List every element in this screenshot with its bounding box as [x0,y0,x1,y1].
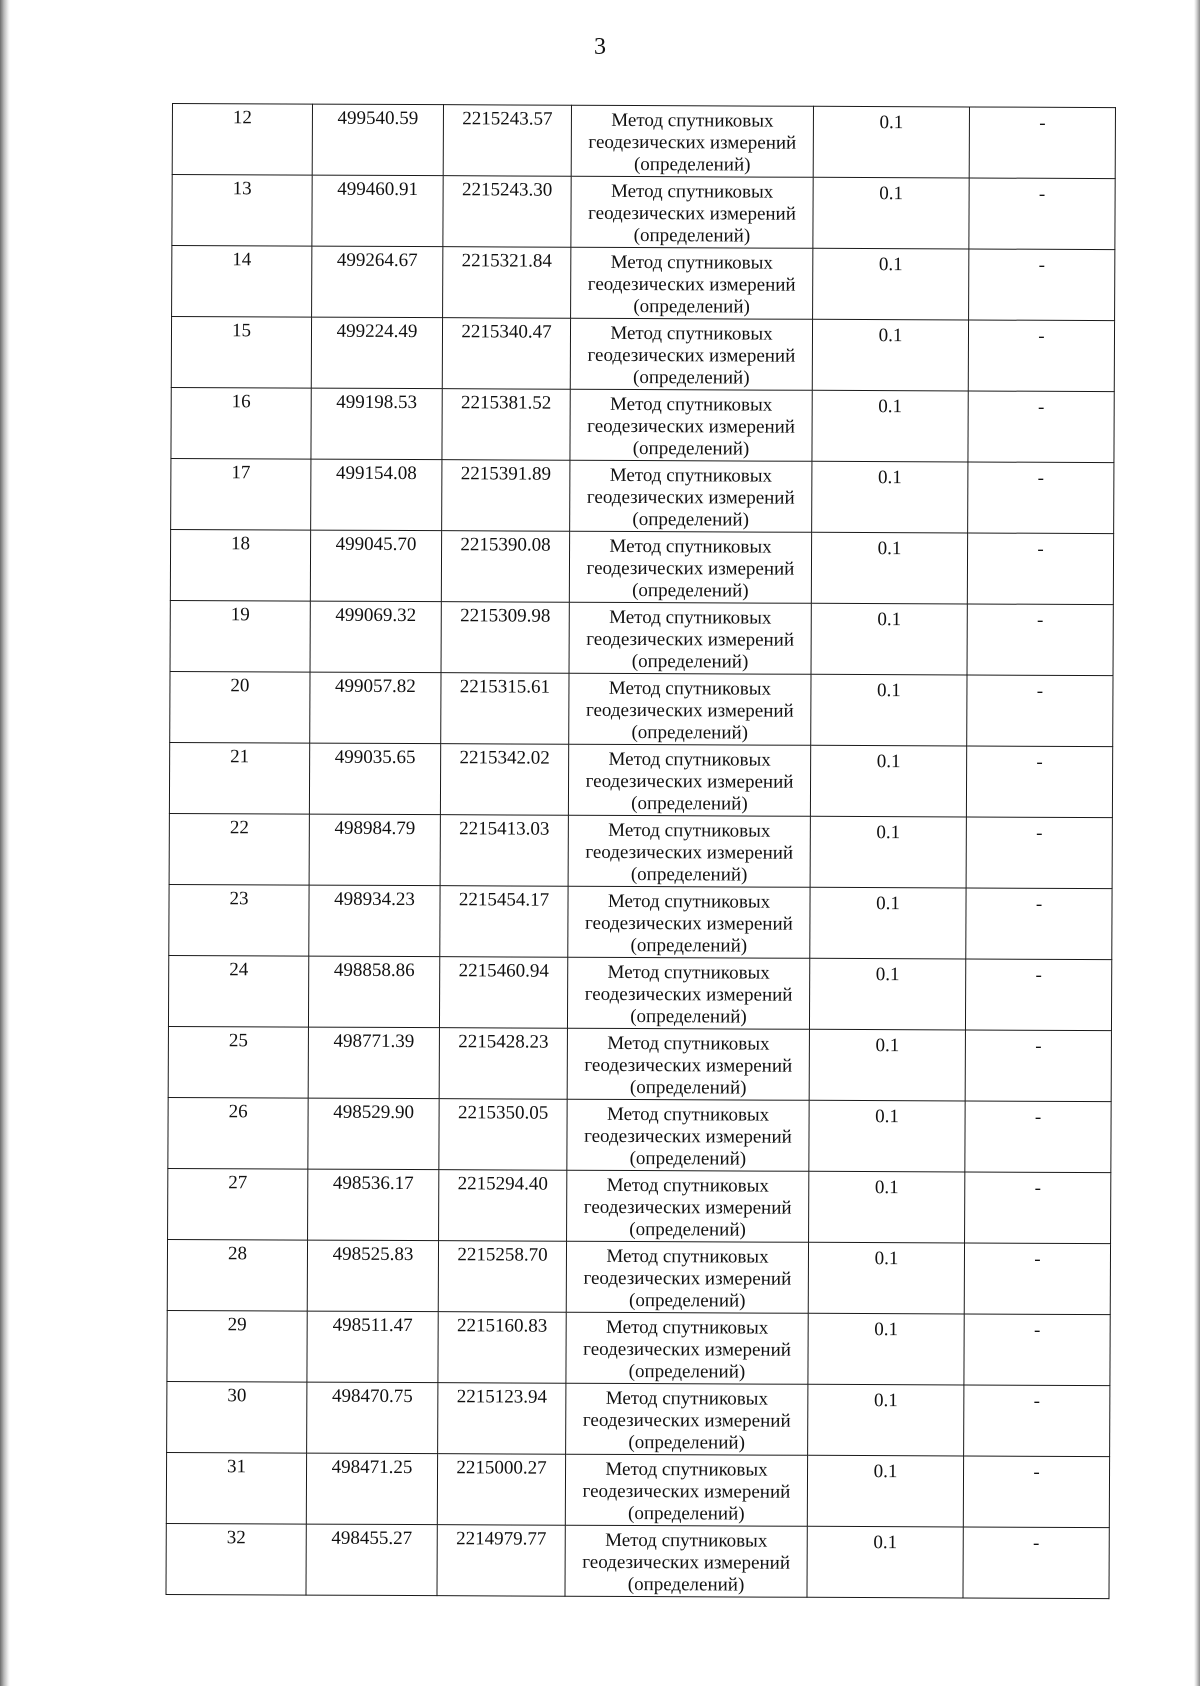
note-cell: - [969,249,1115,321]
method-line-2: геодезических измерений [586,557,795,580]
method-line-1: Метод спутниковых [607,1032,770,1055]
note-cell: - [965,959,1111,1031]
method-line-1: Метод спутниковых [609,606,772,629]
note-cell: - [966,817,1112,889]
method-line-1: Метод спутниковых [611,109,774,132]
point-number-cell: 13 [172,175,312,247]
y-coordinate-cell: 2215381.52 [442,389,570,461]
method-line-3: (определений) [632,438,750,460]
method-line-3: (определений) [628,1503,745,1525]
point-number-cell: 25 [168,1026,308,1098]
y-coordinate-cell: 2215460.94 [439,957,567,1029]
accuracy-cell: 0.1 [812,390,968,462]
y-coordinate-cell: 2215123.94 [438,1383,566,1455]
method-line-2: геодезических измерений [586,628,795,651]
note-cell: - [963,1527,1109,1599]
x-coordinate-cell: 499264.67 [312,246,443,318]
table-row [167,1310,1110,1385]
point-number-cell: 17 [171,458,311,530]
method-line-2: геодезических измерений [587,273,796,296]
x-coordinate-cell: 499198.53 [311,388,442,460]
x-coordinate-cell: 498858.86 [308,956,439,1028]
method-line-3: (определений) [629,1148,747,1170]
method-line-1: Метод спутниковых [609,535,772,558]
accuracy-cell: 0.1 [809,1029,965,1101]
accuracy-cell: 0.1 [810,887,966,959]
method-line-2: геодезических измерений [583,1267,792,1290]
y-coordinate-cell: 2215000.27 [437,1454,565,1526]
y-coordinate-cell: 2215243.30 [443,176,571,248]
method-line-1: Метод спутниковых [610,393,773,416]
accuracy-cell: 0.1 [813,248,969,320]
y-coordinate-cell: 2215321.84 [443,247,571,319]
method-line-3: (определений) [628,1432,745,1454]
method-cell [569,602,811,674]
method-line-3: (определений) [629,1219,746,1241]
x-coordinate-cell: 499035.65 [309,743,440,815]
method-line-1: Метод спутниковых [605,1316,769,1339]
note-cell: - [966,746,1112,818]
point-number-cell: 15 [171,317,311,389]
x-coordinate-cell: 499057.82 [310,672,441,744]
accuracy-cell: 0.1 [809,1100,965,1172]
note-cell: - [965,1101,1111,1173]
accuracy-cell: 0.1 [812,461,968,533]
point-number-cell: 27 [168,1168,308,1240]
method-cell [566,1241,808,1313]
point-number-cell: 22 [169,813,309,885]
method-cell [568,744,810,816]
note-cell: - [965,1172,1111,1244]
method-line-3: (определений) [632,580,749,602]
y-coordinate-cell: 2215391.89 [442,460,570,532]
method-cell [571,105,813,177]
method-cell [571,176,813,248]
table-row [168,1026,1111,1101]
method-cell [568,815,810,887]
note-cell: - [969,178,1115,250]
point-number-cell: 23 [169,884,309,956]
point-number-cell: 32 [166,1523,306,1595]
y-coordinate-cell: 2215243.57 [443,105,571,177]
method-line-2: геодезических измерений [587,344,796,367]
method-cell [571,247,813,319]
method-line-1: Метод спутниковых [606,1174,769,1197]
table-row [168,1168,1111,1243]
accuracy-cell: 0.1 [810,816,966,888]
method-line-3: (определений) [631,722,749,744]
accuracy-cell: 0.1 [808,1313,964,1385]
accuracy-cell: 0.1 [807,1455,963,1527]
point-number-cell: 21 [169,742,309,814]
x-coordinate-cell: 499540.59 [312,104,443,176]
y-coordinate-cell: 2214979.77 [437,1525,565,1597]
method-line-3: (определений) [632,509,749,531]
point-number-cell: 28 [167,1239,307,1311]
table-row [170,600,1113,675]
accuracy-cell: 0.1 [811,674,967,746]
method-line-1: Метод спутниковых [606,1103,770,1126]
method-line-3: (определений) [633,296,750,318]
method-cell [565,1525,807,1597]
y-coordinate-cell: 2215342.02 [440,744,568,816]
method-line-1: Метод спутниковых [608,748,771,771]
method-cell [567,1170,809,1242]
method-line-3: (определений) [631,651,749,673]
page-number: 3 [594,34,606,60]
method-line-2: геодезических измерений [585,841,794,864]
method-line-1: Метод спутниковых [607,961,770,984]
point-number-cell: 20 [170,671,310,743]
point-number-cell: 31 [166,1452,306,1524]
method-cell [570,318,812,390]
x-coordinate-cell: 498536.17 [308,1169,439,1241]
note-cell: - [967,533,1113,605]
method-line-3: (определений) [628,1290,746,1312]
point-number-cell: 26 [168,1097,308,1169]
method-line-1: Метод спутниковых [610,180,774,203]
method-cell [569,531,811,603]
coordinates-table [165,103,1116,1599]
y-coordinate-cell: 2215390.08 [441,531,569,603]
method-line-1: Метод спутниковых [610,251,773,274]
method-line-3: (определений) [630,935,748,957]
method-line-2: геодезических измерений [584,912,793,935]
method-line-1: Метод спутниковых [605,1387,769,1410]
accuracy-cell: 0.1 [808,1384,964,1456]
method-line-3: (определений) [628,1361,746,1383]
method-line-2: геодезических измерений [585,770,794,793]
x-coordinate-cell: 498525.83 [307,1240,438,1312]
method-line-3: (определений) [631,793,748,815]
accuracy-cell: 0.1 [809,1171,965,1243]
table-row [170,529,1113,604]
method-cell [567,957,809,1029]
y-coordinate-cell: 2215428.23 [439,1028,567,1100]
table-row [170,671,1113,746]
accuracy-cell: 0.1 [811,603,967,675]
method-cell [565,1454,807,1526]
coordinates-table-body [166,104,1115,1599]
note-cell: - [968,462,1114,534]
y-coordinate-cell: 2215315.61 [441,673,569,745]
accuracy-cell: 0.1 [812,319,968,391]
x-coordinate-cell: 498511.47 [307,1311,438,1383]
note-cell: - [963,1456,1109,1528]
method-line-3: (определений) [632,367,750,389]
accuracy-cell: 0.1 [807,1526,963,1598]
method-cell [569,673,811,745]
table-row [169,884,1112,959]
y-coordinate-cell: 2215350.05 [439,1099,567,1171]
scan-edge-left [0,0,10,1686]
x-coordinate-cell: 499069.32 [310,601,441,673]
point-number-cell: 18 [170,529,310,601]
method-line-3: (определений) [629,1077,747,1099]
note-cell: - [965,1030,1111,1102]
table-row [171,458,1114,533]
method-line-1: Метод спутниковых [605,1458,768,1481]
table-row [172,246,1115,321]
table-row [167,1239,1110,1314]
method-cell [568,886,810,958]
method-line-2: геодезических измерений [583,1338,792,1361]
point-number-cell: 19 [170,600,310,672]
method-line-2: геодезических измерений [588,131,797,154]
table-row [169,813,1112,888]
table-row [169,742,1112,817]
table-row [172,104,1115,179]
accuracy-cell: 0.1 [809,958,965,1030]
x-coordinate-cell: 498529.90 [308,1098,439,1170]
method-line-2: геодезических измерений [584,1054,793,1077]
note-cell: - [967,604,1113,676]
method-line-2: геодезических измерений [586,486,795,509]
y-coordinate-cell: 2215309.98 [441,602,569,674]
x-coordinate-cell: 498455.27 [306,1524,437,1596]
accuracy-cell: 0.1 [808,1242,964,1314]
method-line-2: геодезических измерений [584,1125,792,1148]
x-coordinate-cell: 499224.49 [311,317,442,389]
note-cell: - [967,675,1113,747]
point-number-cell: 12 [172,104,312,176]
table-row [171,317,1114,392]
note-cell: - [966,888,1112,960]
point-number-cell: 30 [167,1381,307,1453]
accuracy-cell: 0.1 [813,106,969,178]
note-cell: - [969,107,1115,179]
method-cell [570,389,812,461]
y-coordinate-cell: 2215294.40 [439,1170,567,1242]
method-cell [566,1312,808,1384]
method-line-1: Метод спутниковых [606,1245,769,1268]
point-number-cell: 16 [171,387,311,459]
method-line-1: Метод спутниковых [608,677,772,700]
x-coordinate-cell: 499460.91 [312,175,443,247]
table-row [168,955,1111,1030]
x-coordinate-cell: 498470.75 [307,1382,438,1454]
x-coordinate-cell: 498471.25 [306,1453,437,1525]
x-coordinate-cell: 498934.23 [309,885,440,957]
point-number-cell: 24 [168,955,308,1027]
method-line-1: Метод спутниковых [607,890,771,913]
note-cell: - [964,1243,1110,1315]
table-row [168,1097,1111,1172]
method-cell [570,460,812,532]
point-number-cell: 29 [167,1310,307,1382]
point-number-cell: 14 [172,246,312,318]
method-line-2: геодезических измерений [582,1551,791,1574]
table-row [171,387,1114,462]
method-line-2: геодезических измерений [584,983,793,1006]
method-cell [567,1099,809,1171]
scan-edge-right [1194,0,1200,1686]
x-coordinate-cell: 498771.39 [308,1027,439,1099]
accuracy-cell: 0.1 [810,745,966,817]
table-row [166,1523,1109,1598]
y-coordinate-cell: 2215160.83 [438,1312,566,1384]
method-line-2: геодезических измерений [587,415,796,438]
table-row [167,1381,1110,1456]
note-cell: - [964,1314,1110,1386]
method-line-3: (определений) [630,1006,747,1028]
method-line-1: Метод спутниковых [609,464,773,487]
method-cell [567,1028,809,1100]
y-coordinate-cell: 2215454.17 [440,886,568,958]
method-line-2: геодезических измерений [588,202,796,225]
method-line-1: Метод спутниковых [610,322,773,345]
method-line-1: Метод спутниковых [608,819,771,842]
method-line-3: (определений) [630,864,748,886]
method-line-2: геодезических измерений [585,699,794,722]
method-cell [566,1383,808,1455]
x-coordinate-cell: 498984.79 [309,814,440,886]
table-row [166,1452,1109,1527]
x-coordinate-cell: 499154.08 [311,459,442,531]
accuracy-cell: 0.1 [811,532,967,604]
note-cell: - [964,1385,1110,1457]
y-coordinate-cell: 2215258.70 [438,1241,566,1313]
method-line-3: (определений) [627,1574,745,1596]
method-line-2: геодезических измерений [583,1196,792,1219]
accuracy-cell: 0.1 [813,177,969,249]
method-line-3: (определений) [633,154,751,176]
table-row [172,175,1115,250]
method-line-2: геодезических измерений [582,1409,791,1432]
y-coordinate-cell: 2215340.47 [442,318,570,390]
note-cell: - [968,320,1114,392]
method-line-2: геодезических измерений [582,1480,791,1503]
note-cell: - [968,391,1114,463]
method-line-1: Метод спутниковых [605,1529,768,1552]
y-coordinate-cell: 2215413.03 [440,815,568,887]
x-coordinate-cell: 499045.70 [310,530,441,602]
method-line-3: (определений) [633,225,751,247]
